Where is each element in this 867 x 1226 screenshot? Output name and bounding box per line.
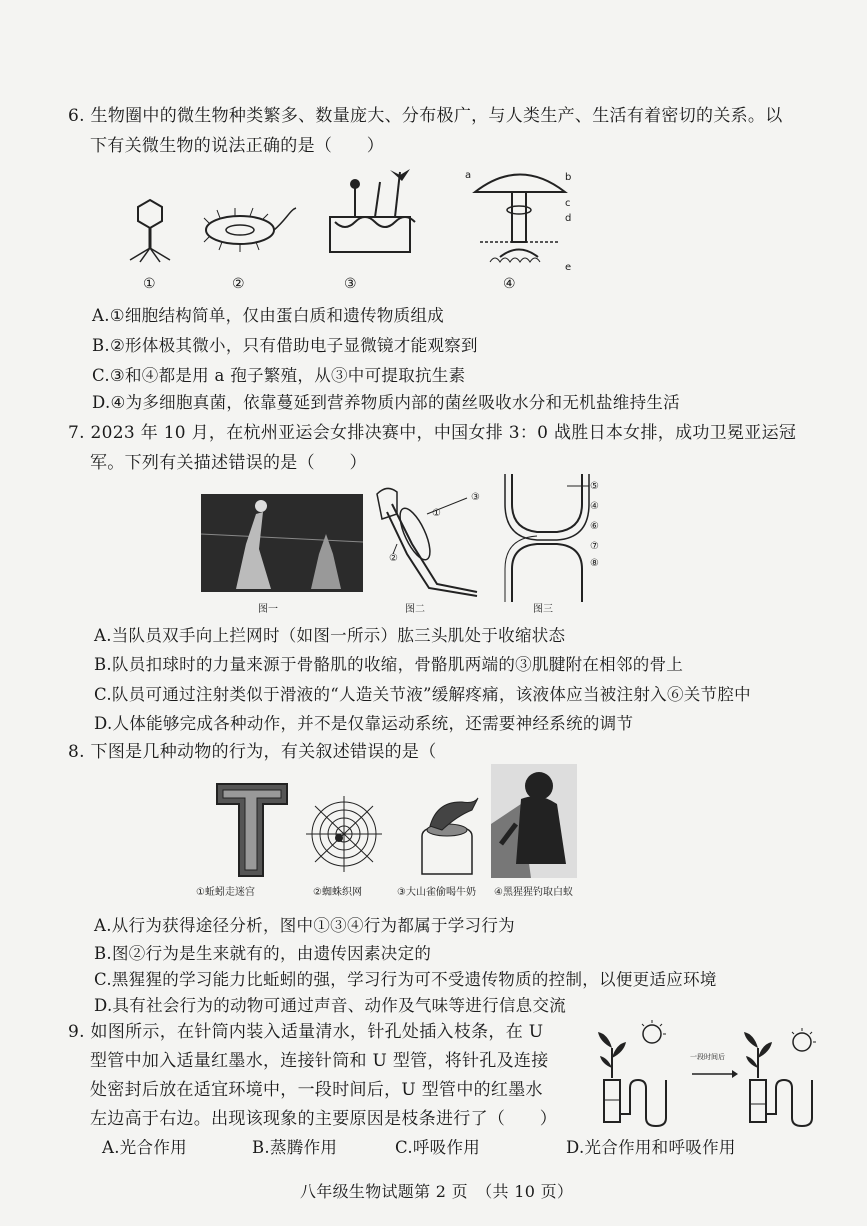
joint-marker-8: ⑧ [590, 558, 599, 569]
q7-option-a: A.当队员双手向上拦网时（如图一所示）肱三头肌处于收缩状态 [94, 626, 566, 645]
syringe-utube-before-figure [590, 1018, 690, 1128]
q6-fig-label-1: ① [143, 276, 156, 292]
q7-option-c: C.队员可通过注射类似于滑液的“人造关节液”缓解疼痛，该液体应当被注射入⑥关节腔中 [94, 685, 751, 704]
mushroom-label-a: a [465, 170, 472, 181]
q8-option-b: B.图②行为是生来就有的，由遗传因素决定的 [94, 944, 432, 963]
q9-option-d: D.光合作用和呼吸作用 [566, 1138, 736, 1157]
q7-caption-3: 图三 [533, 604, 553, 615]
tit-milk-figure [412, 796, 482, 876]
q6-fig-label-2: ② [232, 276, 245, 292]
q7-caption-1: 图一 [258, 604, 278, 615]
arm-marker-2: ② [389, 553, 398, 564]
q8-caption-3: ③大山雀偷喝牛奶 [397, 887, 476, 898]
joint-marker-6: ⑥ [590, 521, 599, 532]
q6-option-b: B.②形体极其微小，只有借助电子显微镜才能观察到 [92, 336, 478, 355]
joint-marker-7: ⑦ [590, 541, 599, 552]
spider-web-figure [303, 794, 385, 874]
q6-stem-line2: 下有关微生物的说法正确的是（ ） [90, 136, 385, 156]
q7-option-b: B.队员扣球时的力量来源于骨骼肌的收缩，骨骼肌两端的③肌腱附在相邻的骨上 [94, 655, 684, 674]
q7-caption-2: 图二 [405, 604, 425, 615]
q7-stem-line2: 军。下列有关描述错误的是（ ） [90, 453, 367, 473]
mold-figure [325, 162, 415, 262]
time-arrow [690, 1060, 738, 1080]
q7-stem-line1: 7. 2023 年 10 月，在杭州亚运会女排决赛中，中国女排 3：0 战胜日本女排，成功卫冕亚运冠 [68, 423, 797, 443]
arm-marker-1: ① [432, 508, 441, 519]
q7-option-d: D.人体能够完成各种动作，并不是仅靠运动系统，还需要神经系统的调节 [94, 714, 634, 733]
page-footer: 八年级生物试题第 2 页 （共 10 页） [300, 1182, 574, 1201]
chimpanzee-figure [491, 764, 577, 878]
q8-option-d: D.具有社会行为的动物可通过声音、动作及气味等进行信息交流 [94, 996, 567, 1015]
mushroom-label-b: b [565, 172, 572, 183]
joint-marker-5: ⑤ [590, 481, 599, 492]
q9-stem-line3: 处密封后放在适宜环境中，一段时间后，U 型管中的红墨水 [90, 1080, 543, 1100]
q8-caption-2: ②蜘蛛织网 [313, 887, 362, 898]
q6-fig-label-4: ④ [503, 276, 516, 292]
earthworm-maze-figure [215, 782, 290, 878]
q8-caption-1: ①蚯蚓走迷宫 [196, 887, 255, 898]
q8-stem: 8. 下图是几种动物的行为，有关叙述错误的是（ [68, 742, 437, 762]
q6-option-c: C.③和④都是用 a 孢子繁殖，从③中可提取抗生素 [92, 366, 466, 385]
bacterium-figure [200, 200, 300, 260]
q6-fig-label-3: ③ [344, 276, 357, 292]
arm-marker-3: ③ [471, 492, 480, 503]
mushroom-label-c: c [565, 198, 571, 209]
q6-stem-line1: 6. 生物圈中的微生物种类繁多、数量庞大、分布极广，与人类生产、生活有着密切的关系。以 [68, 106, 783, 126]
time-arrow-label: 一段时间后 [690, 1053, 725, 1061]
mushroom-label-d: d [565, 213, 572, 224]
q9-stem-line4: 左边高于右边。出现该现象的主要原因是枝条进行了（ ） [90, 1109, 558, 1129]
syringe-utube-after-figure [736, 1018, 836, 1128]
q6-option-d: D.④为多细胞真菌，依靠蔓延到营养物质内部的菌丝吸收水分和无机盐维持生活 [92, 393, 680, 412]
q9-option-b: B.蒸腾作用 [252, 1138, 338, 1157]
q9-option-a: A.光合作用 [102, 1138, 187, 1157]
q8-caption-4: ④黑猩猩钓取白蚁 [494, 887, 573, 898]
joint-figure [497, 474, 597, 602]
q8-option-c: C.黑猩猩的学习能力比蚯蚓的强，学习行为可不受遗传物质的控制，以便更适应环境 [94, 970, 717, 989]
q6-option-a: A.①细胞结构简单，仅由蛋白质和遗传物质组成 [92, 306, 445, 325]
arm-muscle-figure [367, 484, 487, 598]
volleyball-photo [201, 494, 363, 592]
joint-marker-4: ④ [590, 501, 599, 512]
q8-option-a: A.从行为获得途径分析，图中①③④行为都属于学习行为 [94, 916, 515, 935]
mushroom-label-e: e [565, 262, 572, 273]
q9-stem-line2: 型管中加入适量红墨水，连接针筒和 U 型管，将针孔及连接 [90, 1051, 549, 1071]
virus-figure [120, 190, 180, 270]
mushroom-figure [460, 162, 580, 282]
q9-option-c: C.呼吸作用 [395, 1138, 481, 1157]
q9-stem-line1: 9. 如图所示，在针筒内装入适量清水，针孔处插入枝条，在 U [68, 1022, 544, 1042]
